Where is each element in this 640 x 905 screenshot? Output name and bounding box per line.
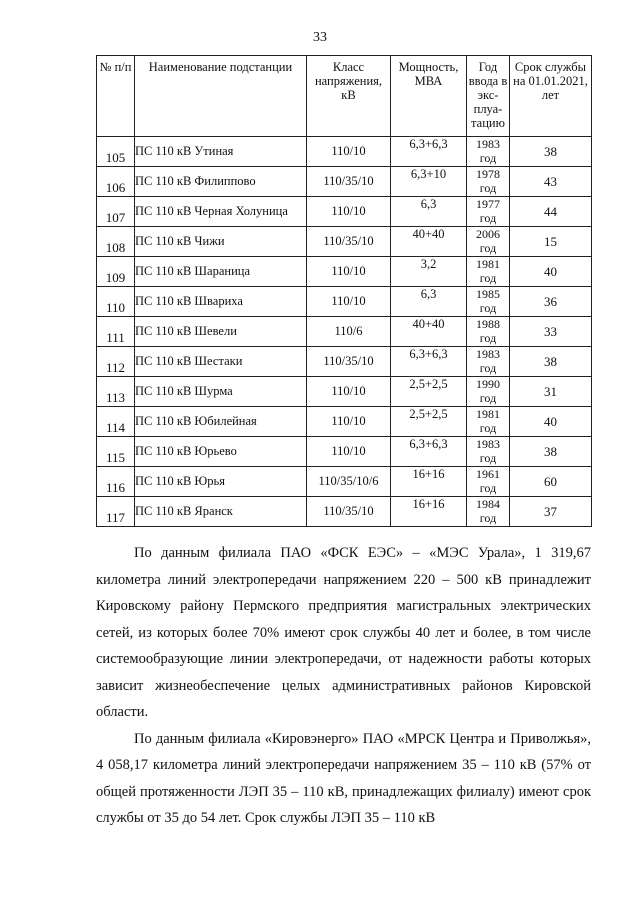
substation-name-cell: ПС 110 кВ Юбилейная bbox=[135, 407, 307, 437]
row-num-cell: 109 bbox=[97, 257, 135, 287]
voltage-class-cell: 110/10 bbox=[307, 257, 391, 287]
service-life-cell: 33 bbox=[510, 317, 592, 347]
year-suffix: год bbox=[479, 271, 497, 285]
substation-name-cell: ПС 110 кВ Шараница bbox=[135, 257, 307, 287]
voltage-class-cell: 110/10 bbox=[307, 197, 391, 227]
year-suffix: год bbox=[479, 211, 497, 225]
year-value: 1977 bbox=[476, 197, 500, 211]
paragraph-kirovenergo: По данным филиала «Кировэнерго» ПАО «МРСК Центра и Приволжья», 4 058,17 километра линий электропередачи напряжением 35 – 110 кВ (57% от общей протяженности ЛЭП 35 – 110 кВ, принадлежащих филиалу) имеют срок службы от 35 до 54 лет. Срок службы ЛЭП 35 – 110 кВ bbox=[96, 730, 591, 826]
row-num-cell: 116 bbox=[97, 467, 135, 497]
power-cell: 16+16 bbox=[391, 497, 467, 527]
header-num: № п/п bbox=[97, 56, 135, 137]
year-suffix: год bbox=[479, 181, 497, 195]
year-cell bbox=[467, 317, 510, 347]
header-row bbox=[97, 56, 592, 137]
row-num-cell: 105 bbox=[97, 137, 135, 167]
substation-name-cell: ПС 110 кВ Юрьево bbox=[135, 437, 307, 467]
year-suffix: год bbox=[479, 481, 497, 495]
paragraph-fsk: По данным филиала ПАО «ФСК ЕЭС» – «МЭС Урала», 1 319,67 километра линий электропередачи напряжением 220 – 500 кВ принадлежит Кировскому району Пермского предприятия магистральных электрических сетей, из которых более 70% имеют срок службы 40 лет и более, в том числе системообразующие линии электропередачи, от надежности работы которых зависит жизнеобеспечение целых административных районов Кировской области. bbox=[96, 545, 591, 720]
year-suffix: год bbox=[479, 331, 497, 345]
table-row bbox=[97, 497, 592, 527]
service-life-cell: 36 bbox=[510, 287, 592, 317]
service-life-cell: 38 bbox=[510, 137, 592, 167]
voltage-class-cell: 110/35/10 bbox=[307, 497, 391, 527]
voltage-class-cell: 110/6 bbox=[307, 317, 391, 347]
year-suffix: год bbox=[479, 241, 497, 255]
body-text bbox=[96, 540, 591, 832]
year-cell bbox=[467, 167, 510, 197]
year-value: 2006 bbox=[476, 227, 500, 241]
substation-name-cell: ПС 110 кВ Чижи bbox=[135, 227, 307, 257]
year-cell bbox=[467, 407, 510, 437]
substation-name-cell: ПС 110 кВ Черная Холуница bbox=[135, 197, 307, 227]
row-num-cell: 112 bbox=[97, 347, 135, 377]
voltage-class-cell: 110/35/10 bbox=[307, 347, 391, 377]
power-cell: 6,3 bbox=[391, 197, 467, 227]
service-life-cell: 38 bbox=[510, 437, 592, 467]
year-value: 1984 bbox=[476, 497, 500, 511]
power-cell: 6,3 bbox=[391, 287, 467, 317]
service-life-cell: 15 bbox=[510, 227, 592, 257]
year-cell bbox=[467, 137, 510, 167]
year-value: 1981 bbox=[476, 407, 500, 421]
table-row bbox=[97, 467, 592, 497]
substation-name-cell: ПС 110 кВ Филиппово bbox=[135, 167, 307, 197]
row-num-cell: 110 bbox=[97, 287, 135, 317]
table-row bbox=[97, 227, 592, 257]
service-life-cell: 40 bbox=[510, 257, 592, 287]
table-row bbox=[97, 347, 592, 377]
power-cell: 6,3+6,3 bbox=[391, 347, 467, 377]
row-num-cell: 114 bbox=[97, 407, 135, 437]
year-cell bbox=[467, 467, 510, 497]
year-suffix: год bbox=[479, 391, 497, 405]
table-row bbox=[97, 377, 592, 407]
year-suffix: год bbox=[479, 151, 497, 165]
power-cell: 2,5+2,5 bbox=[391, 407, 467, 437]
row-num-cell: 107 bbox=[97, 197, 135, 227]
year-value: 1981 bbox=[476, 257, 500, 271]
table-row bbox=[97, 287, 592, 317]
row-num-cell: 115 bbox=[97, 437, 135, 467]
service-life-cell: 60 bbox=[510, 467, 592, 497]
power-cell: 16+16 bbox=[391, 467, 467, 497]
substation-name-cell: ПС 110 кВ Юрья bbox=[135, 467, 307, 497]
header-power: Мощность, МВА bbox=[391, 56, 467, 137]
voltage-class-cell: 110/10 bbox=[307, 377, 391, 407]
table-row bbox=[97, 137, 592, 167]
substation-name-cell: ПС 110 кВ Яранск bbox=[135, 497, 307, 527]
voltage-class-cell: 110/35/10 bbox=[307, 227, 391, 257]
year-cell bbox=[467, 197, 510, 227]
year-suffix: год bbox=[479, 511, 497, 525]
year-value: 1983 bbox=[476, 137, 500, 151]
year-suffix: год bbox=[479, 361, 497, 375]
year-cell bbox=[467, 437, 510, 467]
substation-name-cell: ПС 110 кВ Шурма bbox=[135, 377, 307, 407]
power-cell: 6,3+6,3 bbox=[391, 437, 467, 467]
service-life-cell: 40 bbox=[510, 407, 592, 437]
power-cell: 6,3+10 bbox=[391, 167, 467, 197]
year-cell bbox=[467, 287, 510, 317]
service-life-cell: 37 bbox=[510, 497, 592, 527]
year-value: 1990 bbox=[476, 377, 500, 391]
header-service-life: Срок службы на 01.01.2021, лет bbox=[510, 56, 592, 137]
table-row bbox=[97, 317, 592, 347]
year-value: 1983 bbox=[476, 437, 500, 451]
voltage-class-cell: 110/10 bbox=[307, 407, 391, 437]
substation-name-cell: ПС 110 кВ Швариха bbox=[135, 287, 307, 317]
year-cell bbox=[467, 347, 510, 377]
year-cell bbox=[467, 377, 510, 407]
table-row bbox=[97, 197, 592, 227]
row-num-cell: 113 bbox=[97, 377, 135, 407]
substation-name-cell: ПС 110 кВ Утиная bbox=[135, 137, 307, 167]
year-suffix: год bbox=[479, 301, 497, 315]
year-cell bbox=[467, 227, 510, 257]
row-num-cell: 108 bbox=[97, 227, 135, 257]
substation-name-cell: ПС 110 кВ Шевели bbox=[135, 317, 307, 347]
substations-table bbox=[96, 55, 592, 527]
power-cell: 40+40 bbox=[391, 317, 467, 347]
year-suffix: год bbox=[479, 451, 497, 465]
header-name: Наименование подстанции bbox=[135, 56, 307, 137]
service-life-cell: 38 bbox=[510, 347, 592, 377]
service-life-cell: 43 bbox=[510, 167, 592, 197]
table-body bbox=[97, 137, 592, 527]
power-cell: 6,3+6,3 bbox=[391, 137, 467, 167]
voltage-class-cell: 110/35/10/6 bbox=[307, 467, 391, 497]
row-num-cell: 117 bbox=[97, 497, 135, 527]
year-suffix: год bbox=[479, 421, 497, 435]
row-num-cell: 111 bbox=[97, 317, 135, 347]
table-header bbox=[97, 56, 592, 137]
power-cell: 40+40 bbox=[391, 227, 467, 257]
year-value: 1983 bbox=[476, 347, 500, 361]
voltage-class-cell: 110/35/10 bbox=[307, 167, 391, 197]
table-row bbox=[97, 407, 592, 437]
year-value: 1988 bbox=[476, 317, 500, 331]
year-value: 1985 bbox=[476, 287, 500, 301]
table-row bbox=[97, 437, 592, 467]
header-voltage-class: Класс напряжения, кВ bbox=[307, 56, 391, 137]
header-year: Год ввода в экс-плуа-тацию bbox=[467, 56, 510, 137]
voltage-class-cell: 110/10 bbox=[307, 437, 391, 467]
voltage-class-cell: 110/10 bbox=[307, 287, 391, 317]
voltage-class-cell: 110/10 bbox=[307, 137, 391, 167]
table-row bbox=[97, 167, 592, 197]
table-row bbox=[97, 257, 592, 287]
year-value: 1961 bbox=[476, 467, 500, 481]
year-cell bbox=[467, 257, 510, 287]
power-cell: 3,2 bbox=[391, 257, 467, 287]
service-life-cell: 44 bbox=[510, 197, 592, 227]
row-num-cell: 106 bbox=[97, 167, 135, 197]
year-cell bbox=[467, 497, 510, 527]
substation-name-cell: ПС 110 кВ Шестаки bbox=[135, 347, 307, 377]
power-cell: 2,5+2,5 bbox=[391, 377, 467, 407]
service-life-cell: 31 bbox=[510, 377, 592, 407]
year-value: 1978 bbox=[476, 167, 500, 181]
page-number: 33 bbox=[313, 30, 327, 45]
